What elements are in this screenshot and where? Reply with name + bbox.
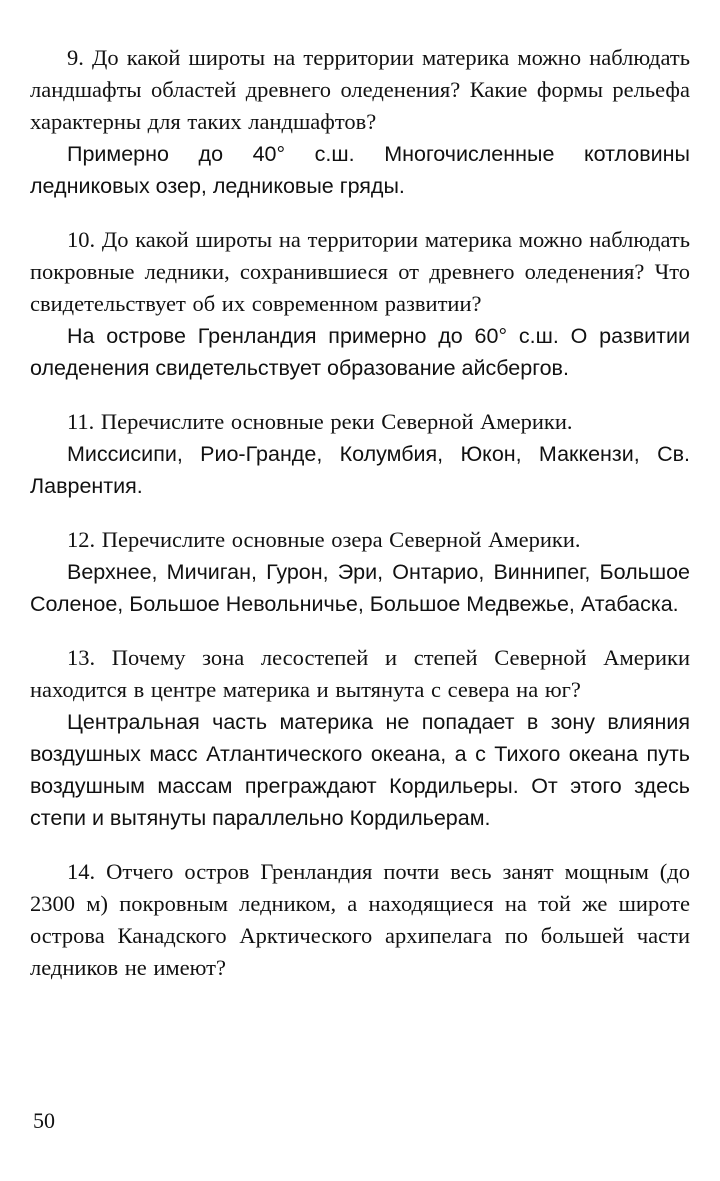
answer-text: Примерно до 40° с.ш. Многочисленные котловины ледниковых озер, ледниковые гряды. — [30, 142, 690, 198]
answer-text: Миссисипи, Рио-Гранде, Колумбия, Юкон, Маккензи, Св. Лаврентия. — [30, 442, 690, 498]
question-text: 12. Перечислите основные озера Северной Америки. — [67, 527, 581, 552]
question-block-11 — [30, 406, 690, 502]
question-text: 14. Отчего остров Гренландия почти весь занят мощным (до 2300 м) покровным ледником, а находящиеся на той же широте острова Канадского Арктического архипелага по большей части ледников не имеют? — [30, 859, 690, 980]
page-body — [30, 42, 690, 984]
question-text: 11. Перечислите основные реки Северной Америки. — [67, 409, 573, 434]
answer-text: На острове Гренландия примерно до 60° с.ш. О развитии оледенения свидетельствует образование айсбергов. — [30, 324, 690, 380]
question-block-9 — [30, 42, 690, 202]
question-text: 9. До какой широты на территории материка можно наблюдать ландшафты областей древнего оледенения? Какие формы рельефа характерны для таких ландшафтов? — [30, 45, 690, 134]
question-block-14 — [30, 856, 690, 984]
question-block-13 — [30, 642, 690, 834]
question-text: 10. До какой широты на территории материка можно наблюдать покровные ледники, сохранившиеся от древнего оледенения? Что свидетельствует об их современном развитии? — [30, 227, 690, 316]
answer-text: Верхнее, Мичиган, Гурон, Эри, Онтарио, Виннипег, Большое Соленое, Большое Невольничье, Большое Медвежье, Атабаска. — [30, 560, 690, 616]
question-text: 13. Почему зона лесостепей и степей Северной Америки находится в центре материка и вытянута с севера на юг? — [30, 645, 690, 702]
answer-text: Центральная часть материка не попадает в зону влияния воздушных масс Атлантического океана, а с Тихого океана путь воздушным массам преграждают Кордильеры. От этого здесь степи и вытянуты параллельно Кордильерам. — [30, 710, 690, 830]
page-number: 50 — [33, 1108, 55, 1133]
question-block-12 — [30, 524, 690, 620]
question-block-10 — [30, 224, 690, 384]
